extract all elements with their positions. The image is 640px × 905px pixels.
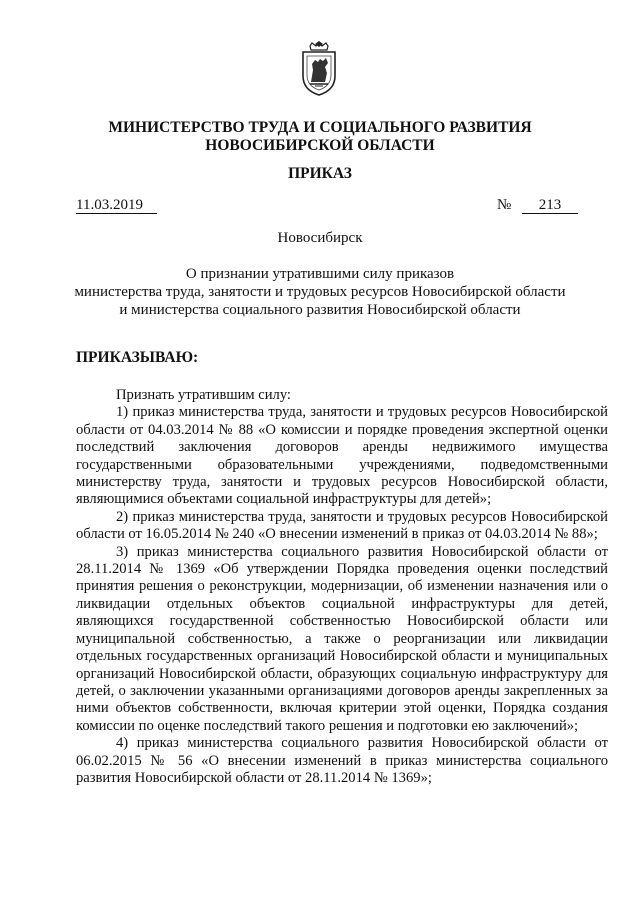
city-name: Новосибирск <box>277 230 363 246</box>
item-paragraph-4: 4) приказ министерства социального развития Новосибирской области от 06.02.2015 № 56 «О внесении изменений в приказ министерства социального развития Новосибирской области от 28.11.2014 № 1369»; <box>76 735 608 786</box>
order-date: 11.03.2019 <box>76 197 157 214</box>
coat-of-arms-icon <box>298 40 340 96</box>
order-subject <box>60 265 580 319</box>
order-number: 213 <box>522 197 578 214</box>
order-word: ПРИКАЗЫВАЮ: <box>76 349 199 366</box>
number-sign: № <box>497 197 512 213</box>
ministry-name <box>60 119 580 155</box>
ministry-line-2: НОВОСИБИРСКОЙ ОБЛАСТИ <box>205 137 435 154</box>
item-paragraph-1: 1) приказ министерства труда, занятости и трудовых ресурсов Новосибирской области от 04.03.2014 № 88 «О комиссии и порядке проведения экспертной оценки последствий заключения договоров аренды недвижимого имущества государственными образовательными учреждениями, подведомственными министерству труда, занятости и трудовых ресурсов Новосибирской области, являющимися объектами социальной инфраструктуры для детей»; <box>76 404 608 508</box>
subject-line-3: и министерства социального развития Новосибирской области <box>119 302 521 318</box>
item-paragraph-2: 2) приказ министерства труда, занятости и трудовых ресурсов Новосибирской области от 16.05.2014 № 240 «О внесении изменений в приказ от 04.03.2014 № 88»; <box>76 508 608 543</box>
document-type: ПРИКАЗ <box>288 165 352 182</box>
ministry-line-1: МИНИСТЕРСТВО ТРУДА И СОЦИАЛЬНОГО РАЗВИТИЯ <box>108 119 532 136</box>
order-body <box>76 387 608 787</box>
subject-line-1: О признании утратившими силу приказов <box>185 266 455 282</box>
item-paragraph-3: 3) приказ министерства социального развития Новосибирской области от 28.11.2014 № 1369 «Об утверждении Порядка проведения оценки последствий принятия решения о реконструкции, модернизации, об изменении назначения или о ликвидации отдельных объектов социальной инфраструктуры для детей, являющихся государственной собственностью Новосибирской области или муниципальной собственностью, а также о реорганизации или ликвидации отдельных государственных организаций Новосибирской области и муниципальных организаций Новосибирской области, образующих социальную инфраструктуру для детей, о заключении указанными организациями договоров аренды закрепленных за ними объектов собственности, включая критерии этой оценки, Порядка создания комиссии по оценке последствий такого решения и подготовки ею заключений»; <box>76 543 608 734</box>
intro-paragraph: Признать утратившим силу: <box>116 387 291 403</box>
subject-line-2: министерства труда, занятости и трудовых ресурсов Новосибирской области <box>74 284 566 300</box>
